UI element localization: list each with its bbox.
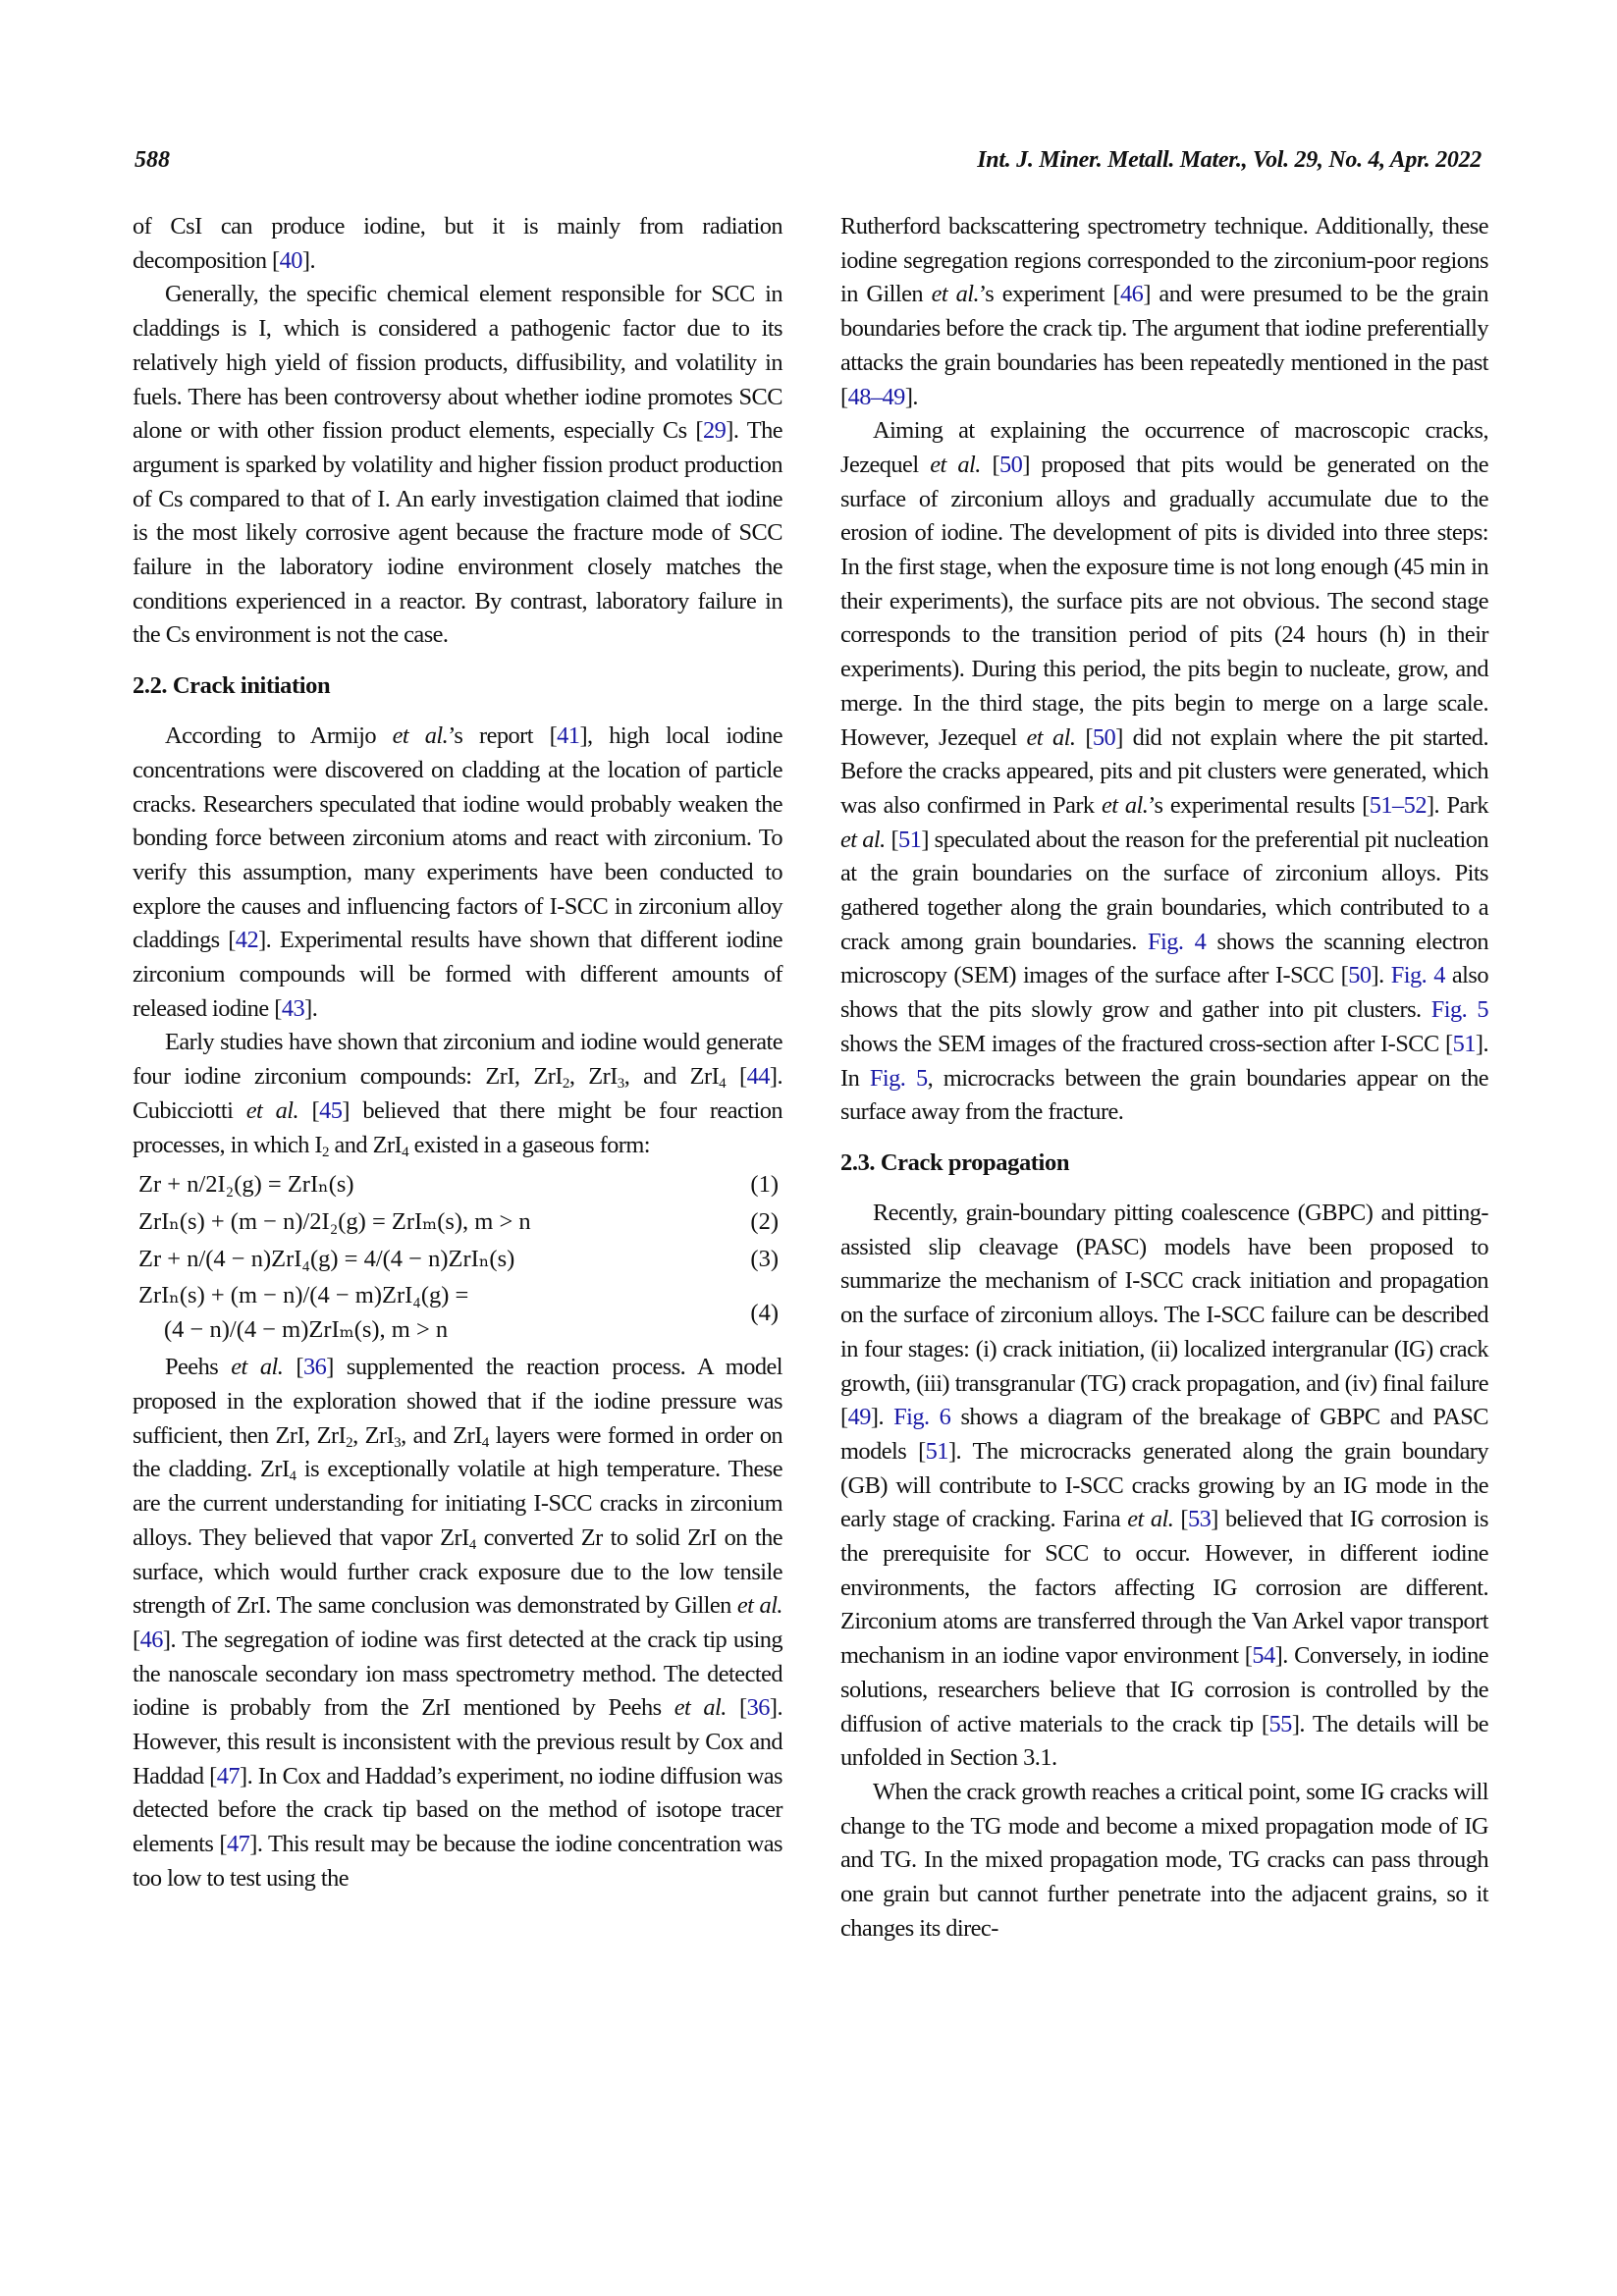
citation-link[interactable]: 51 — [925, 1437, 948, 1465]
citation-link[interactable]: 54 — [1252, 1642, 1275, 1670]
figure-link-fig6[interactable]: Fig. 6 — [893, 1404, 951, 1431]
citation-link[interactable]: 50 — [999, 451, 1023, 478]
figure-link-fig4[interactable]: Fig. 4 — [1147, 928, 1207, 955]
citation-link[interactable]: 36 — [746, 1694, 770, 1722]
citation-link[interactable]: 40 — [279, 246, 302, 274]
citation-link[interactable]: 45 — [319, 1096, 343, 1124]
citation-link[interactable]: 53 — [1188, 1506, 1212, 1533]
citation-link[interactable]: 50 — [1092, 723, 1116, 751]
citation-link[interactable]: 47 — [216, 1762, 241, 1789]
section-heading-crack-propagation: 2.3. Crack propagation — [840, 1148, 1070, 1176]
journal-running-header: Int. J. Miner. Metall. Mater., Vol. 29, No. 4, Apr. 2022 — [977, 147, 1482, 173]
citation-link[interactable]: 47 — [226, 1831, 250, 1858]
citation-link[interactable]: 51 — [1452, 1030, 1476, 1057]
equation-number: (3) — [750, 1246, 779, 1273]
paragraph: When the crack growth reaches a critical point, some IG cracks will change to the TG mode and become a mixed propagation mode of IG and TG. In the mixed propagation mode, TG cracks can pass through one grain but cannot further penetrate into the adjacent grains, so it changes its direc- — [840, 1778, 1488, 1942]
equation-number: (1) — [750, 1171, 779, 1199]
paragraph: Recently, grain-boundary pitting coalescence (GBPC) and pitting-assisted slip cleavage (PASC) models have been proposed to summarize the mechanism of I-SCC crack initiation and propagation on the surface of zirconium alloys. The I-SCC failure can be described in four stages: (i) crack initiation, (ii) localized intergranular (IG) crack growth, (iii) transgranular (TG) crack propagation, and (iv) final failure [49]. Fig. 6 shows a diagram of the breakage of GBPC and PASC models [51]. The microcracks generated along the grain boundary (GB) will contribute to I-SCC cracks growing by an IG mode in the early stage of cracking. Farina et al. [53] believed that IG corrosion is the prerequisite for SCC to occur. However, in different iodine environments, the factors affecting IG corrosion are different. Zirconium atoms are transferred through the Van Arkel vapor transport mechanism in an iodine vapor environment [54]. Conversely, in iodine solutions, researchers believe that IG corrosion is controlled by the diffusion of active materials to the crack tip [55]. The details will be unfolded in Section 3.1. — [840, 1199, 1488, 1772]
citation-link[interactable]: 46 — [139, 1626, 163, 1653]
paragraph: According to Armijo et al.’s report [41], high local iodine concentrations were discovered on cladding at the location of particle cracks. Researchers speculated that iodine would probably weaken the bonding force between zirconium atoms and react with zirconium. To verify this assumption, many experiments have been conducted to explore the causes and influencing factors of I-SCC in zirconium alloy claddings [42]. Experimental results have shown that different iodine zirconium compounds will be formed with different amounts of released iodine [43]. — [133, 722, 783, 1022]
figure-link-fig5[interactable]: Fig. 5 — [1430, 996, 1488, 1024]
right-column — [840, 210, 1488, 1946]
citation-link[interactable]: 42 — [235, 927, 259, 954]
paragraph: of CsI can produce iodine, but it is mainly from radiation decomposition [40]. — [133, 213, 782, 274]
citation-link[interactable]: 43 — [281, 994, 305, 1022]
citation-link[interactable]: 41 — [557, 722, 580, 750]
citation-link[interactable]: 44 — [746, 1063, 770, 1091]
paragraph: Aiming at explaining the occurrence of macroscopic cracks, Jezequel et al. [50] proposed that pits would be generated on the surface of zirconium alloys and gradually accumulate due to the erosion of iodine. The development of pits is divided into three steps: In the first stage, when the exposure time is not long enough (45 min in their experiments), the surface pits are not obvious. The second stage corresponds to the transition period of pits (24 hours (h) in their experiments). During this period, the pits begin to nucleate, grow, and merge. In the third stage, the pits begin to merge on a large scale. However, Jezequel et al. [50] did not explain where the pit started. Before the cracks appeared, pits and pit clusters were generated, which was also confirmed in Park et al.’s experimental results [51–52]. Park et al. [51] speculated about the reason for the preferential pit nucleation at the grain boundaries on the surface of zirconium alloys. Pits gathered together along the grain boundaries, which contributed to a crack among grain boundaries. Fig. 4 shows the scanning electron microscopy (SEM) images of the surface after I-SCC [50]. Fig. 4 also shows that the pits slowly grow and gather into pit clusters. Fig. 5 shows the SEM images of the fractured cross-section after I-SCC [51]. In Fig. 5, microcracks between the grain boundaries appear on the surface away from the fracture. — [840, 417, 1488, 1126]
figure-link-fig5[interactable]: Fig. 5 — [869, 1064, 928, 1092]
paragraph: Peehs et al. [36] supplemented the reaction process. A model proposed in the exploration showed that if the iodine pressure was sufficient, then ZrI, ZrI$_2$, ZrI$_3$, and ZrI$_4$ layers were formed in order on the cladding. ZrI$_4$ is exceptionally volatile at high temperature. These are the current understanding for initiating I-SCC cracks in zirconium alloys. They believed that vapor ZrI$_4$ converted Zr to solid ZrI on the surface, which would further crack exposure due to the low tensile strength of ZrI. The same conclusion was demonstrated by Gillen et al. [46]. The segregation of iodine was first detected at the crack tip using the nanoscale secondary ion mass spectrometry method. The detected iodine is probably from the ZrI mentioned by Peehs et al. [36]. However, this result is inconsistent with the previous result by Cox and Haddad [47]. In Cox and Haddad’s experiment, no iodine diffusion was detected before the crack tip based on the method of isotope tracer elements [47]. This result may be because the iodine concentration was too low to test using the — [133, 1354, 783, 1892]
citation-link[interactable]: 50 — [1348, 962, 1372, 989]
citation-link[interactable]: 51–52 — [1369, 791, 1427, 819]
figure-link-fig4[interactable]: Fig. 4 — [1390, 962, 1445, 989]
paragraph: Early studies have shown that zirconium and iodine would generate four iodine zirconium compounds: ZrI, ZrI$_2$, ZrI$_3$, and ZrI$_4$ [44]. Cubicciotti et al. [45] believed that there might be four reaction processes, in which $I_2$ and ZrI$_4$ existed in a gaseous form: — [133, 1029, 783, 1160]
section-heading-crack-initiation: 2.2. Crack initiation — [133, 672, 331, 700]
citation-link[interactable]: 51 — [898, 826, 922, 853]
equation-number: (2) — [750, 1208, 779, 1236]
citation-link[interactable]: 55 — [1268, 1710, 1292, 1737]
equation-1: Zr + n/2I₂(g) = ZrIₙ(s) (1) — [133, 1166, 782, 1203]
equation-3: Zr + n/(4 − n)ZrI₄(g) = 4/(4 − n)ZrIₙ(s) (3) — [133, 1241, 782, 1278]
paragraph: Rutherford backscattering spectrometry technique. Additionally, these iodine segregation regions corresponded to the zirconium-poor regions in Gillen et al.’s experiment [46] and were presumed to be the grain boundaries before the crack tip. The argument that iodine preferentially attacks the grain boundaries has been repeatedly mentioned in the past [48–49]. — [840, 213, 1489, 410]
citation-link[interactable]: 49 — [847, 1404, 871, 1431]
citation-link[interactable]: 29 — [702, 417, 727, 445]
equation-4: ZrIₙ(s) + (m − n)/(4 − m)ZrI₄(g) = (4 − n)/(4 − m)ZrIₘ(s), m > n (4) — [138, 1282, 779, 1344]
paragraph: Generally, the specific chemical element responsible for SCC in claddings is I, which is considered a pathogenic factor due to its relatively high yield of fission products, diffusibility, and volatility in fuels. There has been controversy about whether iodine promotes SCC alone or with other fission product elements, especially Cs [29]. The argument is sparked by volatility and higher fission product production of Cs compared to that of I. An early investigation claimed that iodine is the most likely corrosive agent because the fracture mode of SCC failure in the laboratory iodine environment closely matches the conditions experienced in a reactor. By contrast, laboratory failure in the Cs environment is not the case. — [133, 281, 782, 649]
citation-link[interactable]: 46 — [1120, 281, 1144, 308]
page-number: 588 — [135, 147, 170, 173]
citation-link[interactable]: 36 — [302, 1354, 327, 1381]
citation-link[interactable]: 48–49 — [847, 383, 905, 410]
equation-number: (4) — [750, 1300, 779, 1327]
equation-2: ZrIₙ(s) + (m − n)/2I₂(g) = ZrIₘ(s), m > n (2) — [133, 1203, 782, 1241]
left-column — [133, 210, 782, 1896]
